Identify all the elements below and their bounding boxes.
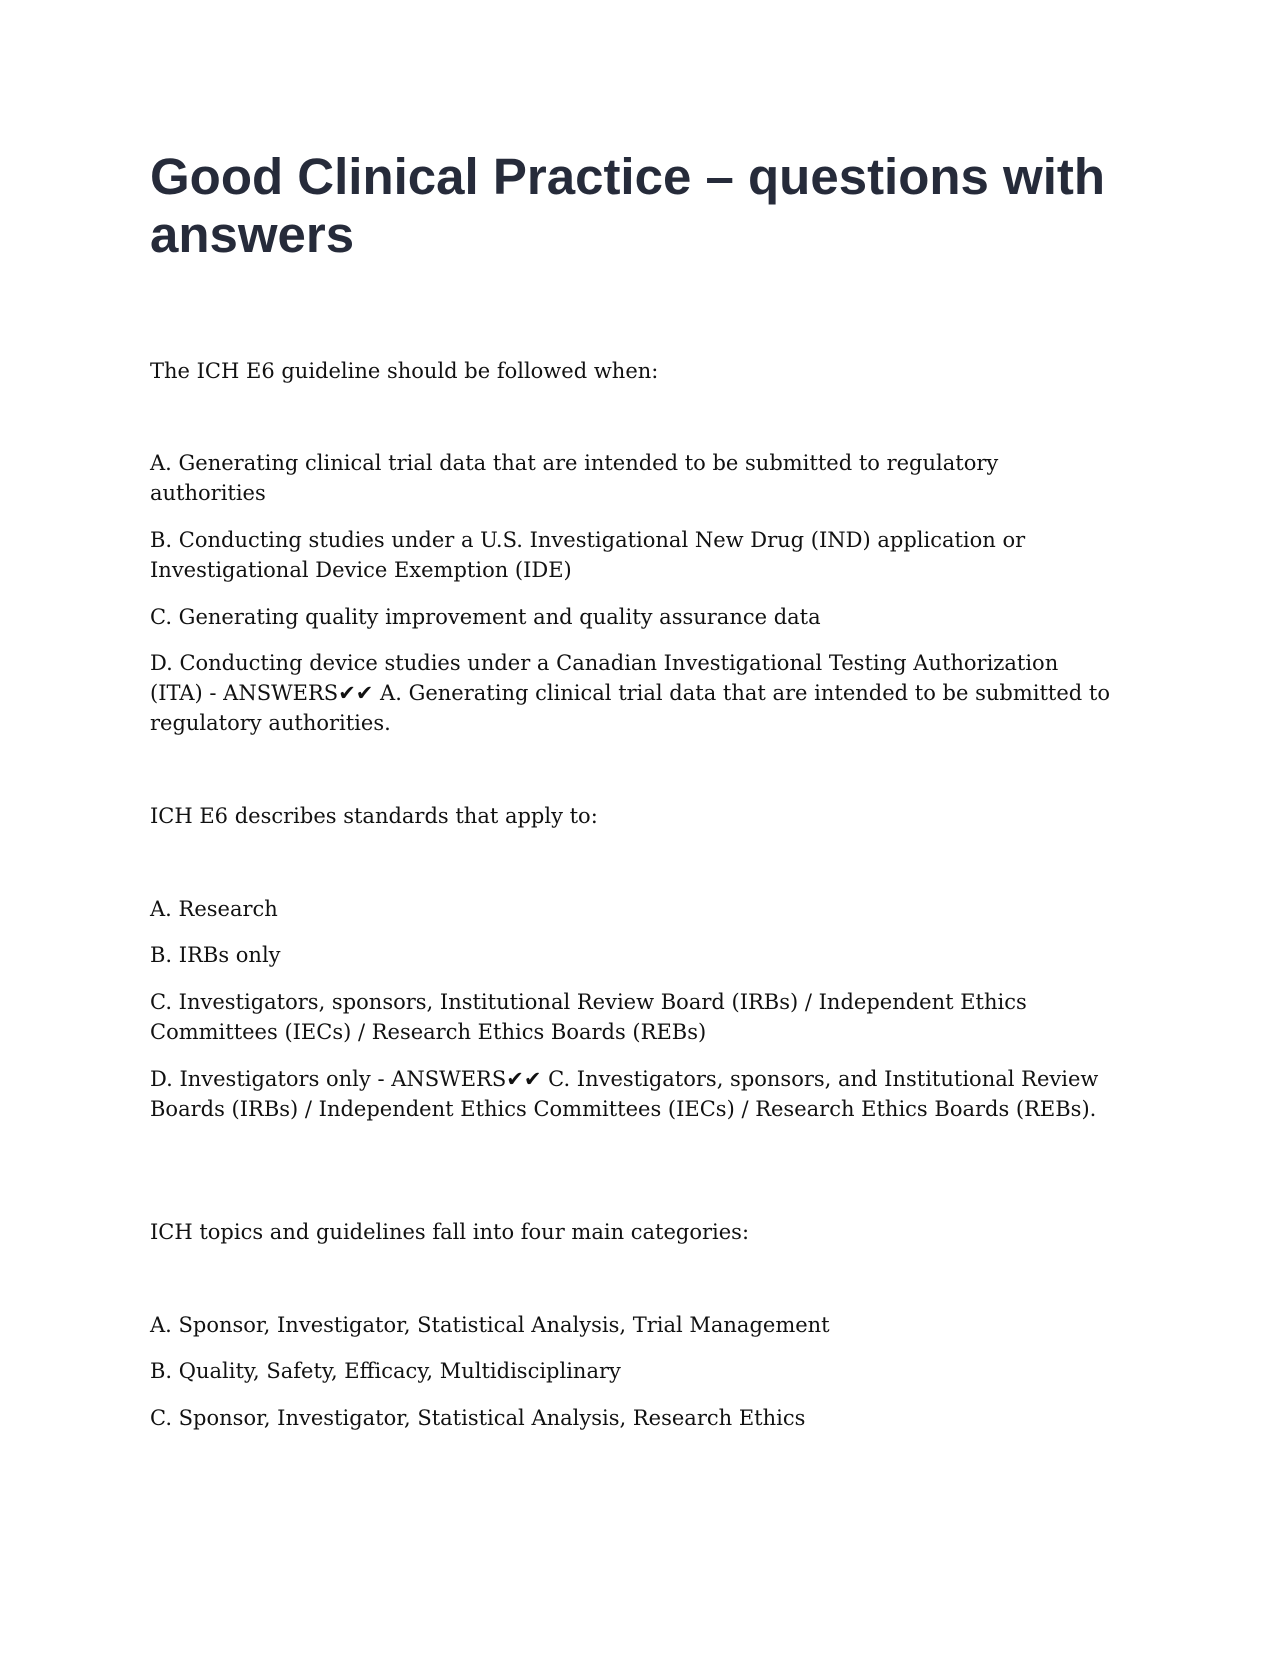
question-1-option-d-answer: D. Conducting device studies under a Canadian Investigational Testing Authorization (ITA) - ANSWERS✔✔ A. Generating clinical trial data that are intended to be submitted to regulatory authorities. — [150, 651, 1110, 735]
question-1-prompt: The ICH E6 guideline should be followed when: — [150, 359, 659, 383]
question-2-prompt: ICH E6 describes standards that apply to: — [150, 804, 598, 828]
question-3-prompt: ICH topics and guidelines fall into four main categories: — [150, 1220, 750, 1244]
question-3-option-b: B. Quality, Safety, Efficacy, Multidisciplinary — [150, 1359, 621, 1383]
question-2-option-a: A. Research — [150, 897, 278, 921]
question-2-option-c: C. Investigators, sponsors, Institutional Review Board (IRBs) / Independent Ethics Committees (IECs) / Research Ethics Boards (REBs) — [150, 990, 1027, 1044]
question-3-option-a: A. Sponsor, Investigator, Statistical Analysis, Trial Management — [150, 1313, 830, 1337]
question-3-option-c: C. Sponsor, Investigator, Statistical Analysis, Research Ethics — [150, 1406, 806, 1430]
document-page — [150, 0, 1110, 1656]
question-1-option-b: B. Conducting studies under a U.S. Investigational New Drug (IND) application or Investigational Device Exemption (IDE) — [150, 528, 1026, 582]
page-title: Good Clinical Practice – questions with answers — [150, 148, 1106, 263]
question-1-option-a: A. Generating clinical trial data that are intended to be submitted to regulatory authorities — [150, 451, 999, 505]
question-1-option-c: C. Generating quality improvement and quality assurance data — [150, 605, 821, 629]
question-2-option-b: B. IRBs only — [150, 943, 281, 967]
question-2-option-d-answer: D. Investigators only - ANSWERS✔✔ C. Investigators, sponsors, and Institutional Review Boards (IRBs) / Independent Ethics Committees (IECs) / Research Ethics Boards (REBs). — [150, 1067, 1099, 1121]
